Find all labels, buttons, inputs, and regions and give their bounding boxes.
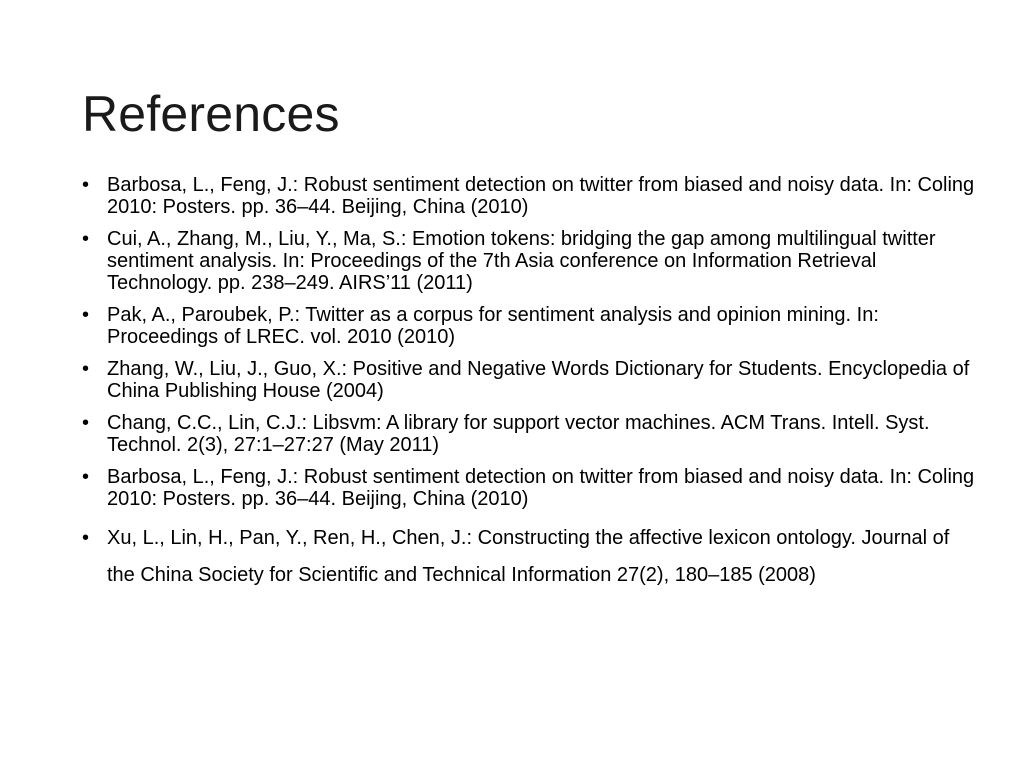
reference-item [82,304,982,348]
reference-item [82,520,982,594]
reference-text: Chang, C.C., Lin, C.J.: Libsvm: A library for support vector machines. ACM Trans. Intell. Syst. Technol. 2(3), 27:1–27:27 (May 2011) [107,412,930,456]
bullet-icon: • [82,174,90,196]
bullet-icon: • [82,228,90,250]
bullet-icon: • [82,466,90,488]
reference-text: Barbosa, L., Feng, J.: Robust sentiment detection on twitter from biased and noisy data. In: Coling 2010: Posters. pp. 36–44. Beijing, China (2010) [107,466,975,510]
slide-title: References [82,86,340,142]
reference-text: Barbosa, L., Feng, J.: Robust sentiment detection on twitter from biased and noisy data. In: Coling 2010: Posters. pp. 36–44. Beijing, China (2010) [107,174,975,218]
bullet-icon: • [82,304,90,326]
reference-item [82,412,982,456]
reference-text: Zhang, W., Liu, J., Guo, X.: Positive and Negative Words Dictionary for Students. Encyclopedia of China Publishing House (2004) [107,358,970,402]
reference-item [82,174,982,218]
reference-text: Xu, L., Lin, H., Pan, Y., Ren, H., Chen, J.: Constructing the affective lexicon ontology. Journal of the China Society for Scientific and Technical Information 27(2), 180–185 (2008) [107,527,950,586]
reference-item [82,466,982,510]
bullet-icon: • [82,527,90,549]
reference-item [82,228,982,294]
reference-text: Cui, A., Zhang, M., Liu, Y., Ma, S.: Emotion tokens: bridging the gap among multilingual twitter sentiment analysis. In: Proceedings of the 7th Asia conference on Information Retrieval Technology. pp. 238–249. AIRS’11 (2011) [107,228,936,294]
bullet-icon: • [82,358,90,380]
bullet-icon: • [82,412,90,434]
reference-list [82,174,982,604]
reference-item [82,358,982,402]
reference-text: Pak, A., Paroubek, P.: Twitter as a corpus for sentiment analysis and opinion mining. In: Proceedings of LREC. vol. 2010 (2010) [107,304,879,348]
